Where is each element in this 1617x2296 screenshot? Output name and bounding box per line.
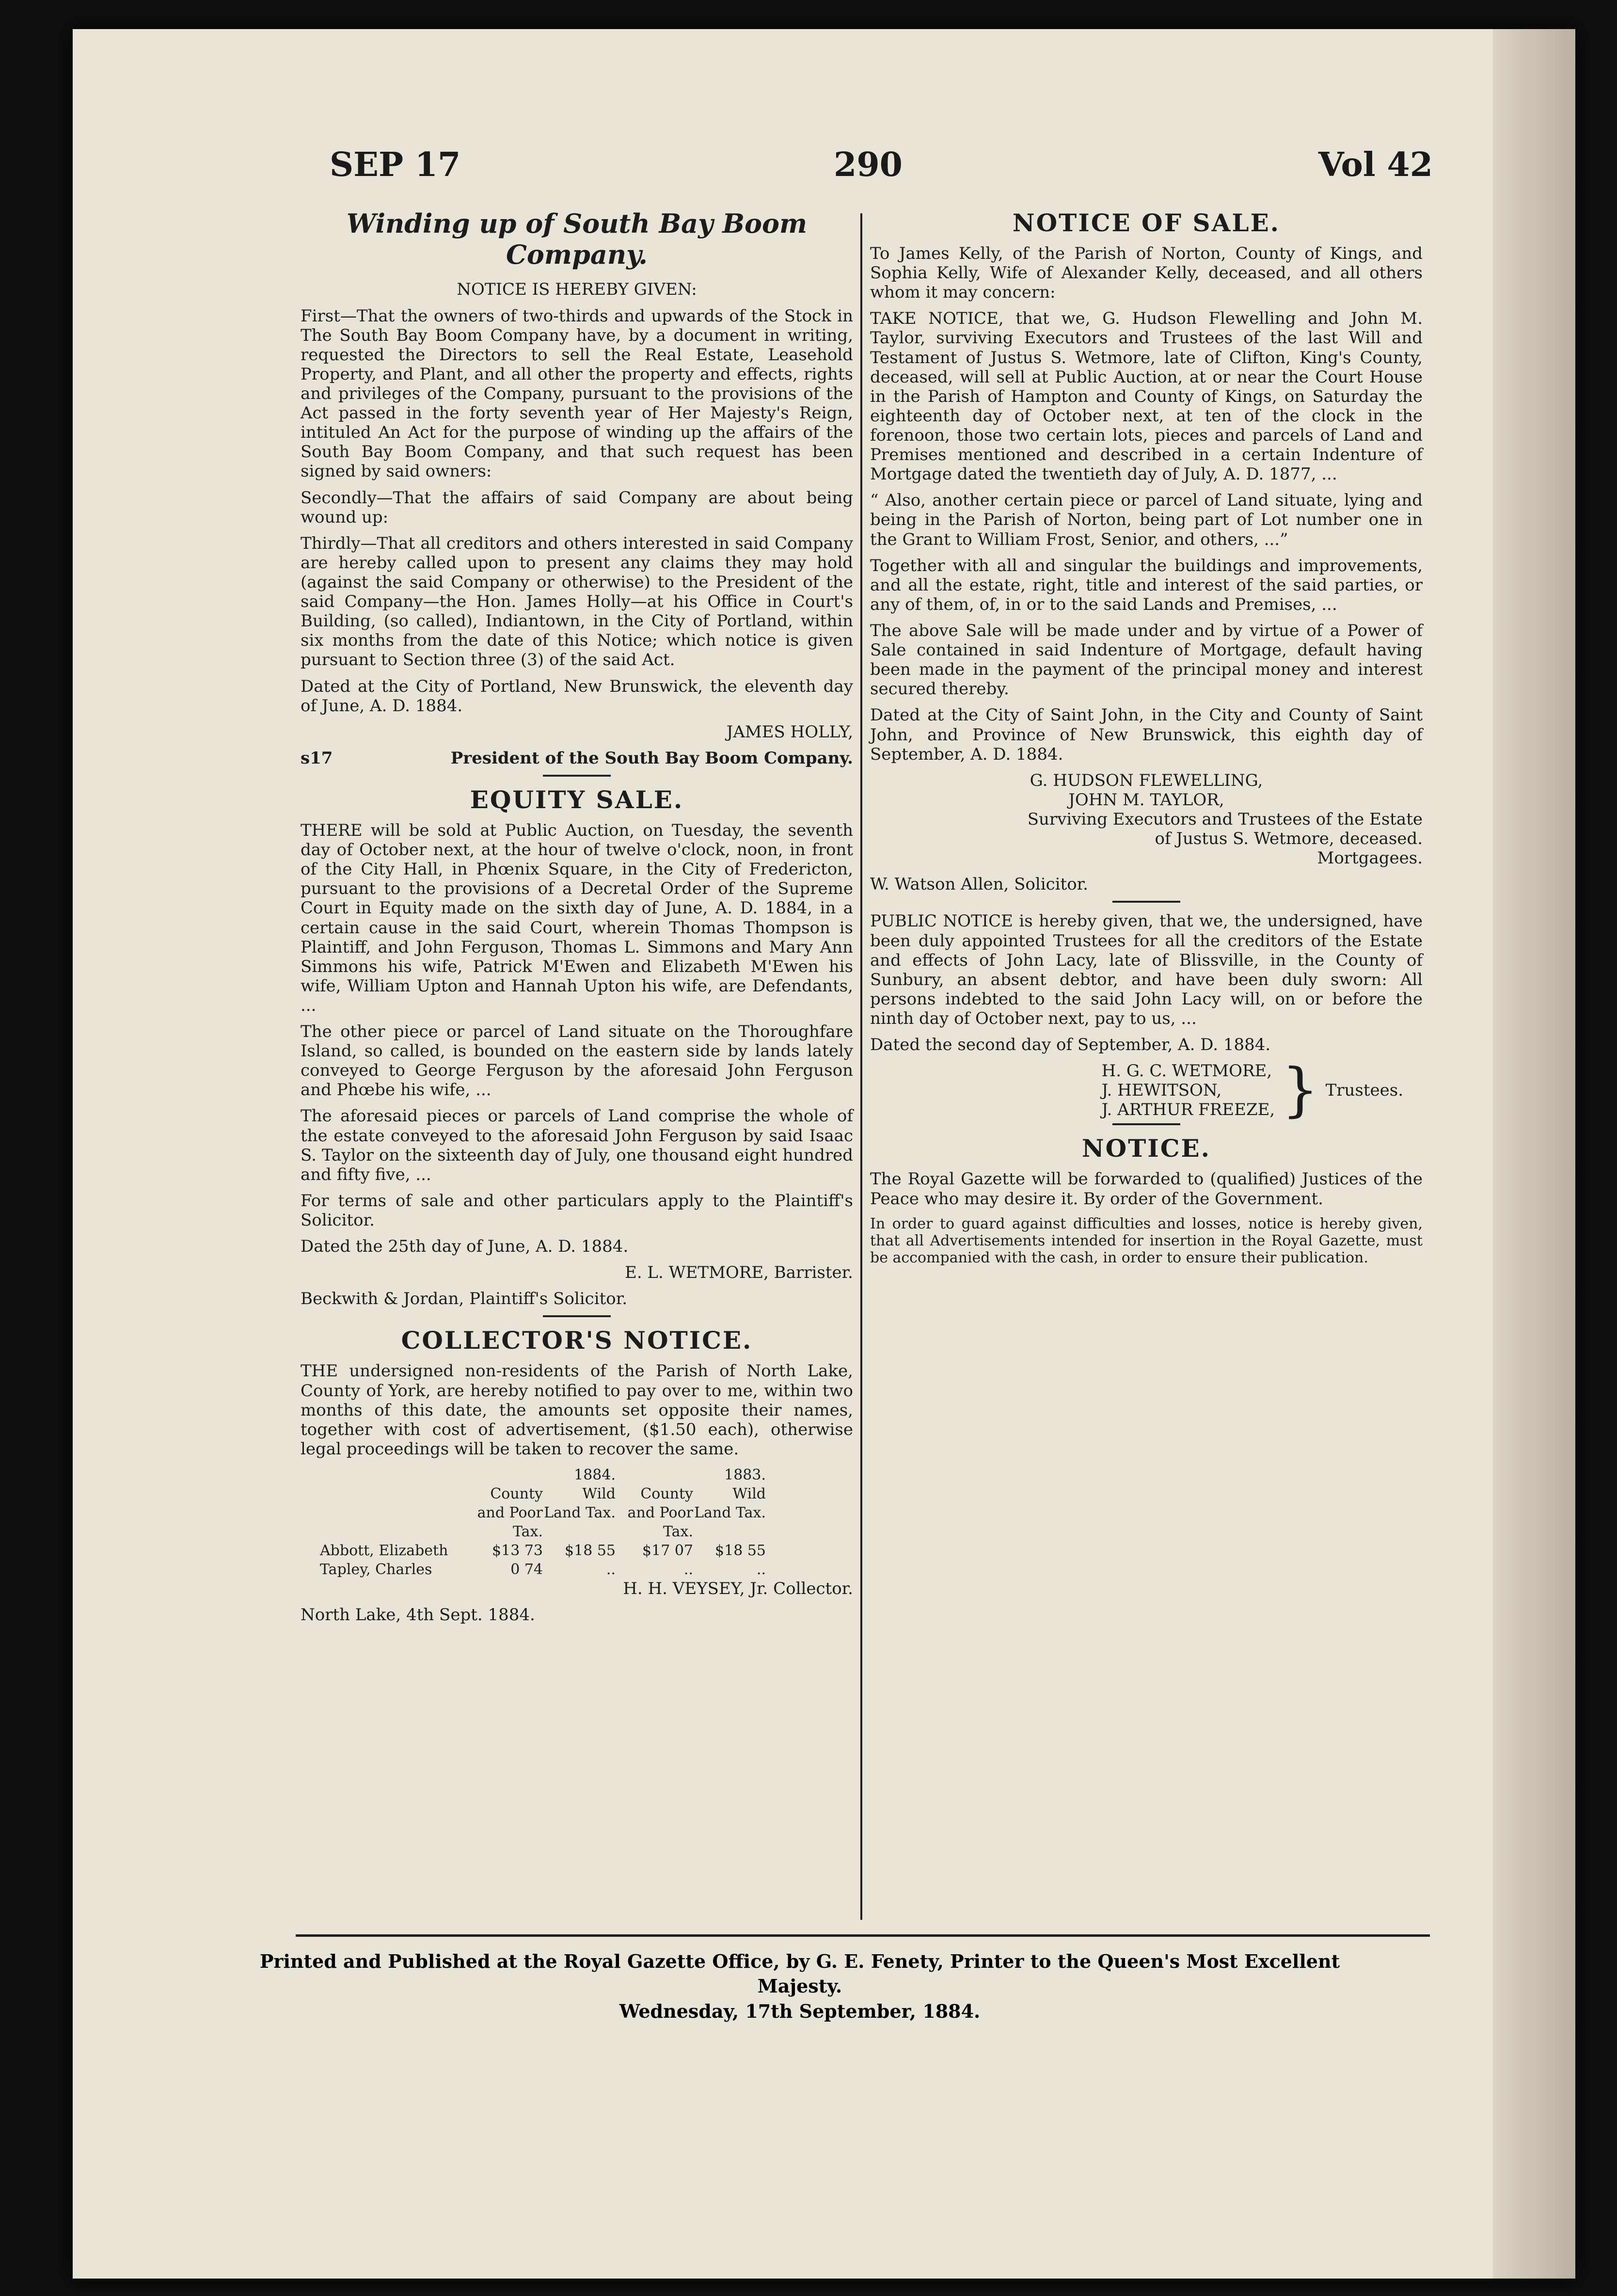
sale-to: To James Kelly, of the Parish of Norton, County of Kings, and Sophia Kelly, Wife of Alexander Kelly, deceased, and all others whom it may concern: [870, 244, 1423, 303]
collector-place: North Lake, 4th Sept. 1884. [301, 1605, 535, 1625]
sale-signer-5: Mortgagees. [1317, 848, 1423, 868]
public-notice-dated: Dated the second day of September, A. D. 1884. [870, 1035, 1271, 1055]
equity-title: EQUITY SALE. [470, 785, 684, 814]
boom-second: Secondly—That the affairs of said Company are about being wound up: [301, 488, 853, 527]
sale-p1: TAKE NOTICE, that we, G. Hudson Flewelling and John M. Taylor, surviving Executors and Trustees of the last Will and Testament of Justus S. Wetmore, late of Clifton, King's County, deceased, will sell at Public Auction, at or near the Court House in the Parish of Hampton and County of Kings, on Saturday the eighteenth day of October next, at ten of the clock in the forenoon, those two certain lots, pieces and parcels of Land and Premises mentioned and described in a certain Indenture of Mortgage dated the twentieth day of July, A. D. 1877, ... [870, 309, 1423, 484]
header-volume: Vol 42 [1318, 145, 1433, 184]
tax-cell: .. [756, 1561, 766, 1578]
equity-p1: THERE will be sold at Public Auction, on Tuesday, the seventh day of October next, at the hour of twelve o'clock, noon, in front of the City Hall, in Phœnix Square, in the City of Fredericton, pursuant to the provisions of a Decretal Order of the Supreme Court in Equity made on the sixth day of June, A. D. 1884, in a certain cause in the said Court, wherein Thomas Thompson is Plaintiff, and John Ferguson, Thomas L. Simmons and Mary Ann Simmons his wife, Patrick M'Ewen and Elizabeth M'Ewen his wife, William Upton and Hannah Upton his wife, are Defendants, ... [301, 820, 853, 1015]
public-notice-body: PUBLIC NOTICE is hereby given, that we, the undersigned, have been duly appointed Trustees for all the creditors of the Estate and effects of John Lacy, late of Blissville, in the County of Sunbury, an absent debtor, and have been duly sworn: All persons indebted to the said John Lacy will, on or before the ninth day of October next, pay to us, ... [870, 911, 1423, 1028]
divider [543, 1315, 611, 1317]
notice-title: NOTICE. [1081, 1134, 1211, 1163]
collector-signer: H. H. VEYSEY, Jr. Collector. [623, 1579, 853, 1599]
divider [1112, 1123, 1180, 1125]
sale-signer-1: G. HUDSON FLEWELLING, [1030, 770, 1263, 790]
notice-p2: In order to guard against difficulties and losses, notice is hereby given, that all Advertisements intended for insertion in the Royal Gazette, must be accompanied with the cash, in order to ensure their publication. [870, 1215, 1423, 1267]
tax-year-1884: 1884. [574, 1467, 616, 1484]
sale-p3: Together with all and singular the buildings and improvements, and all the estate, right, title and interest of the said parties, or any of them, of, in or to the said Lands and Premises, ... [870, 556, 1423, 614]
trustee-1: H. G. C. WETMORE, [1101, 1061, 1272, 1081]
column-divider [860, 213, 862, 1920]
boom-title: Winding up of South Bay Boom Company. [346, 208, 808, 270]
tax-cell: $13 73 [492, 1542, 543, 1560]
sale-title: NOTICE OF SALE. [1012, 208, 1281, 237]
right-column [870, 208, 1423, 1274]
collector-body: THE undersigned non-residents of the Parish of North Lake, County of York, are hereby notified to pay over to me, within two months of this date, the amounts set opposite their names, together with cost of advertisement, ($1.50 each), otherwise legal proceedings will be taken to recover the same. [301, 1361, 853, 1459]
boom-first: First—That the owners of two-thirds and upwards of the Stock in The South Bay Boom Company have, by a document in writing, requested the Directors to sell the Real Estate, Leasehold Property, and Plant, and all other the property and effects, rights and privileges of the Company, pursuant to the provisions of the Act passed in the forty seventh year of Her Majesty's Reign, intituled An Act for the purpose of winding up the affairs of the South Bay Boom Company, and that such request has been signed by said owners: [301, 306, 853, 481]
equity-signer: E. L. WETMORE, Barrister. [625, 1263, 853, 1283]
equity-solicitor: Beckwith & Jordan, Plaintiff's Solicitor. [301, 1289, 628, 1309]
tax-col-header: County and Poor Tax. [627, 1485, 693, 1541]
imprint [218, 1949, 1381, 2024]
imprint-line-2: Wednesday, 17th September, 1884. [619, 2000, 981, 2022]
sale-signer-3: Surviving Executors and Trustees of the Estate [1027, 809, 1423, 829]
tax-cell: 0 74 [510, 1561, 543, 1578]
boom-signer: JAMES HOLLY, [726, 722, 853, 742]
equity-dated: Dated the 25th day of June, A. D. 1884. [301, 1237, 629, 1257]
trustee-3: J. ARTHUR FREEZE, [1101, 1100, 1275, 1120]
tax-year-1883: 1883. [724, 1467, 766, 1484]
tax-cell: $17 07 [642, 1542, 693, 1560]
tax-row-name: Tapley, Charles [320, 1561, 432, 1578]
boom-role: President of the South Bay Boom Company. [450, 748, 853, 768]
tax-cell: $18 55 [715, 1542, 766, 1560]
notice-p1: The Royal Gazette will be forwarded to (qualified) Justices of the Peace who may desire it. By order of the Government. [870, 1169, 1423, 1209]
collector-title: COLLECTOR'S NOTICE. [401, 1326, 753, 1355]
sale-dated: Dated at the City of Saint John, in the City and County of Saint John, and Province of New Brunswick, this eighth day of September, A. D. 1884. [870, 705, 1423, 764]
equity-p4: For terms of sale and other particulars apply to the Plaintiff's Solicitor. [301, 1191, 853, 1230]
trustees-block [870, 1056, 1403, 1124]
sale-p2: “ Also, another certain piece or parcel of Land situate, lying and being in the Parish of Norton, being part of Lot number one in the Grant to William Frost, Senior, and others, ...” [870, 491, 1423, 549]
brace-icon: } [1282, 1056, 1319, 1124]
boom-dated: Dated at the City of Portland, New Brunswick, the eleventh day of June, A. D. 1884. [301, 676, 853, 716]
sale-signer-4: of Justus S. Wetmore, deceased. [1155, 829, 1423, 849]
imprint-line-1: Printed and Published at the Royal Gazette Office, by G. E. Fenety, Printer to the Queen's Most Excellent Majesty. [259, 1950, 1340, 1997]
tax-cell: $18 55 [565, 1542, 616, 1560]
tax-col-header: Wild Land Tax. [694, 1485, 766, 1522]
equity-p2: The other piece or parcel of Land situate on the Thoroughfare Island, so called, is bounded on the eastern side by lands lately conveyed to George Ferguson by the aforesaid John Ferguson and Phœbe his wife, ... [301, 1022, 853, 1100]
divider [543, 775, 611, 777]
trustees-label: Trustees. [1325, 1081, 1403, 1100]
header-page-number: 290 [834, 145, 903, 184]
left-column [301, 208, 853, 1631]
sale-signer-2: JOHN M. TAYLOR, [1068, 790, 1224, 810]
boom-third: Thirdly—That all creditors and others interested in said Company are hereby called upon to present any claims they may hold (against the said Company or otherwise) to the President of the said Company—the Hon. James Holly—at his Office in Court's Building, (so called), Indiantown, in the City of Portland, within six months from the date of this Notice; which notice is given pursuant to Section three (3) of the said Act. [301, 533, 853, 670]
sale-solicitor: W. Watson Allen, Solicitor. [870, 875, 1088, 894]
sale-p4: The above Sale will be made under and by virtue of a Power of Sale contained in said Indenture of Mortgage, default having been made in the payment of the principal money and interest secured thereby. [870, 621, 1423, 699]
footer-rule [296, 1934, 1430, 1937]
tax-col-header: Wild Land Tax. [544, 1485, 616, 1522]
equity-p3: The aforesaid pieces or parcels of Land comprise the whole of the estate conveyed to the aforesaid John Ferguson by said Isaac S. Taylor on the sixteenth day of July, one thousand eight hundred and fifty five, ... [301, 1106, 853, 1184]
tax-cell: .. [683, 1561, 693, 1578]
divider [1112, 901, 1180, 903]
tax-cell: .. [606, 1561, 616, 1578]
tax-table [320, 1466, 853, 1579]
page-binding-edge [1493, 29, 1575, 2279]
tax-row-name: Abbott, Elizabeth [320, 1542, 448, 1560]
trustee-2: J. HEWITSON, [1101, 1081, 1222, 1100]
header-date: SEP 17 [330, 145, 461, 184]
boom-notice-heading: NOTICE IS HEREBY GIVEN: [457, 280, 697, 300]
boom-ref: s17 [301, 748, 333, 768]
tax-col-header: County and Poor Tax. [477, 1485, 543, 1541]
